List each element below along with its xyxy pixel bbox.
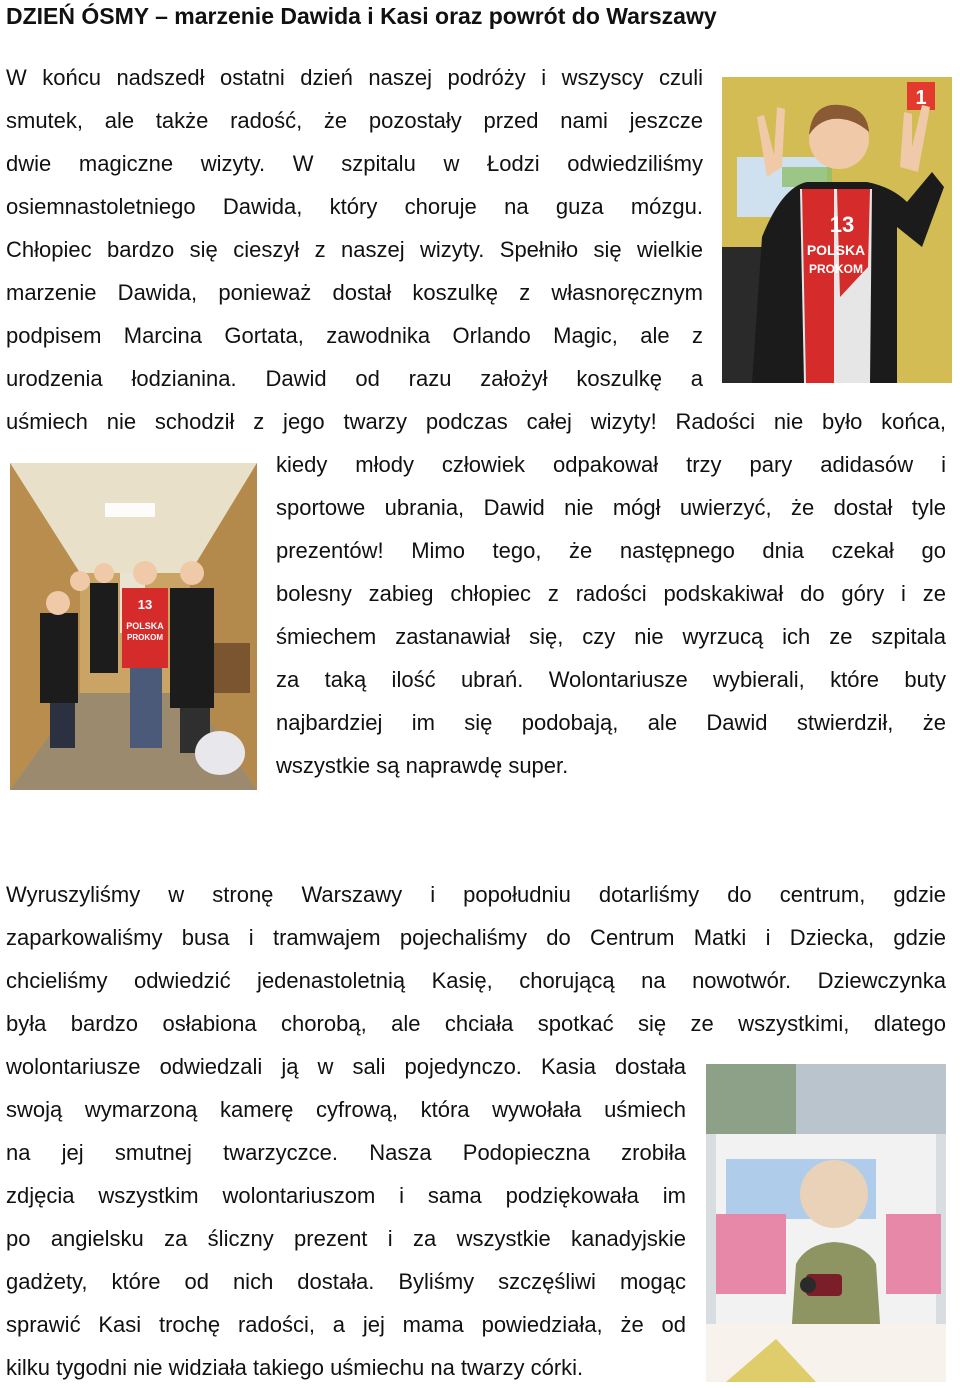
paragraph-line: kiedy młody człowiek odpakował trzy pary adidasów i [276, 452, 946, 477]
paragraph-line: zdjęcia wszystkim wolontariuszom i sama podziękowała im [6, 1183, 686, 1208]
paragraph-line: najbardziej im się podobają, ale Dawid stwierdził, że [276, 710, 946, 735]
jersey-number: 13 [137, 597, 153, 612]
paragraph-line: sportowe ubrania, Dawid nie mógł uwierzyć, że dostał tyle [276, 495, 946, 520]
paragraph-line: smutek, ale także radość, że pozostały przed nami jeszcze [6, 108, 703, 133]
jersey-number: 13 [829, 212, 855, 237]
photo-sign-number: 1 [915, 87, 927, 109]
paragraph-line: Chłopiec bardzo się cieszył z naszej wizyty. Spełniło się wielkie [6, 237, 703, 262]
paragraph-line: prezentów! Mimo tego, że następnego dnia czekał go [276, 538, 946, 563]
paragraph-line: była bardzo osłabiona chorobą, ale chciała spotkać się ze wszystkimi, dlatego [6, 1011, 946, 1036]
jersey-text-2: PROKOM [809, 262, 863, 276]
photo-group-corridor [10, 463, 257, 790]
jersey-text-2: PROKOM [127, 633, 163, 642]
paragraph-line: na jej smutnej twarzyczce. Nasza Podopieczna zrobiła [6, 1140, 686, 1165]
paragraph-line: dwie magiczne wizyty. W szpitalu w Łodzi odwiedziliśmy [6, 151, 703, 176]
photo-dawid-jersey [722, 77, 952, 383]
paragraph-line: wolontariusze odwiedzali ją w sali pojedynczo. Kasia dostała [6, 1054, 686, 1079]
paragraph-line: Wyruszyliśmy w stronę Warszawy i popołudniu dotarliśmy do centrum, gdzie [6, 882, 946, 907]
paragraph-line: uśmiech nie schodził z jego twarzy podczas całej wizyty! Radości nie było końca, [6, 409, 946, 434]
paragraph-line: gadżety, które od nich dostała. Byliśmy szczęśliwi mogąc [6, 1269, 686, 1294]
jersey-text-1: POLSKA [126, 621, 164, 631]
paragraph-line: wszystkie są naprawdę super. [276, 753, 569, 778]
jersey-text-1: POLSKA [806, 242, 866, 258]
paragraph-line: urodzenia łodzianina. Dawid od razu założył koszulkę a [6, 366, 703, 391]
paragraph-line: kilku tygodni nie widziała takiego uśmiechu na twarzy córki. [6, 1355, 584, 1380]
paragraph-line: chcieliśmy odwiedzić jedenastoletnią Kasię, chorującą na nowotwór. Dziewczynka [6, 968, 946, 993]
paragraph-line: po angielsku za śliczny prezent i za wszystkie kanadyjskie [6, 1226, 686, 1251]
paragraph-line: W końcu nadszedł ostatni dzień naszej podróży i wszyscy czuli [6, 65, 703, 90]
paragraph-line: sprawić Kasi trochę radości, a jej mama powiedziała, że od [6, 1312, 686, 1337]
paragraph-line: zaparkowaliśmy busa i tramwajem pojechaliśmy do Centrum Matki i Dziecka, gdzie [6, 925, 946, 950]
paragraph-line: za taką ilość ubrań. Wolontariusze wybierali, które buty [276, 667, 946, 692]
paragraph-line: swoją wymarzoną kamerę cyfrową, która wywołała uśmiech [6, 1097, 686, 1122]
paragraph-line: podpisem Marcina Gortata, zawodnika Orlando Magic, ale z [6, 323, 703, 348]
paragraph-line: osiemnastoletniego Dawida, który choruje na guza mózgu. [6, 194, 703, 219]
photo-kasia-hospital [706, 1064, 946, 1382]
paragraph-line: marzenie Dawida, ponieważ dostał koszulkę z własnoręcznym [6, 280, 703, 305]
document-title: DZIEŃ ÓSMY – marzenie Dawida i Kasi oraz powrót do Warszawy [6, 3, 717, 29]
paragraph-line: bolesny zabieg chłopiec z radości podskakiwał do góry i ze [276, 581, 946, 606]
paragraph-line: śmiechem zastanawiał się, czy nie wyrzucą ich ze szpitala [276, 624, 946, 649]
